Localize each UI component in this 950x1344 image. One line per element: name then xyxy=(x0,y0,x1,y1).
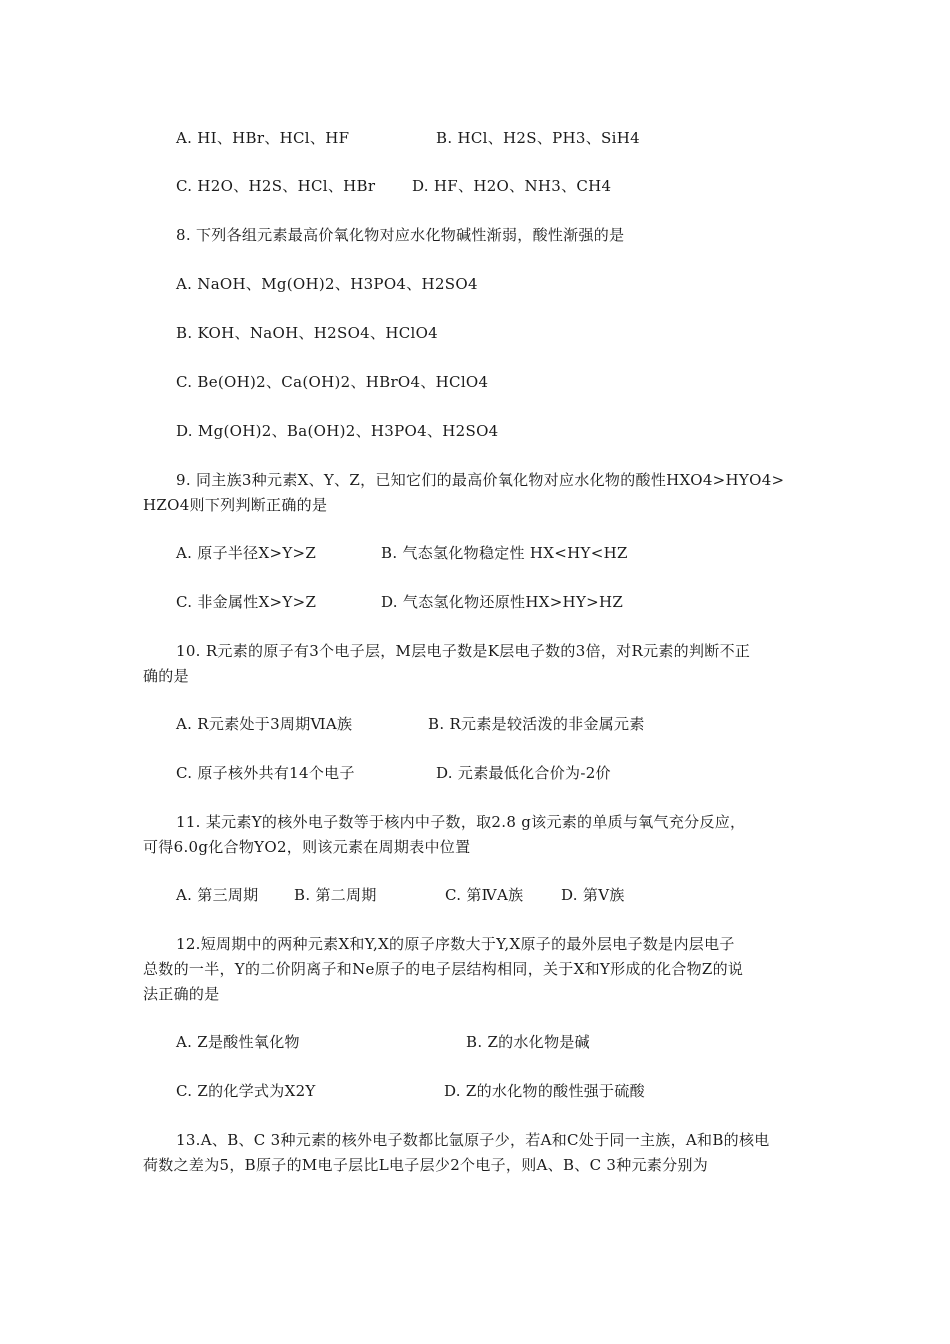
q8-option-d: D. Mg(OH)2、Ba(OH)2、H3PO4、H2SO4 xyxy=(176,422,499,440)
q10-option-b: B. R元素是较活泼的非金属元素 xyxy=(428,715,645,733)
q11-option-d: D. 第Ⅴ族 xyxy=(561,886,625,904)
q11-question-line2: 可得6.0g化合物YO2，则该元素在周期表中位置 xyxy=(143,838,471,856)
q9-option-a: A. 原子半径X>Y>Z xyxy=(176,544,317,562)
q10-option-c: C. 原子核外共有14个电子 xyxy=(176,764,355,782)
q10-question-line2: 确的是 xyxy=(143,667,189,685)
q9-question-line2: HZO4则下列判断正确的是 xyxy=(143,496,328,514)
q8-option-b: B. KOH、NaOH、H2SO4、HClO4 xyxy=(176,324,439,342)
q12-question-line3: 法正确的是 xyxy=(143,985,220,1003)
q8-option-c: C. Be(OH)2、Ca(OH)2、HBrO4、HClO4 xyxy=(176,373,489,391)
q13-question-line2: 荷数之差为5，B原子的M电子层比L电子层少2个电子，则A、B、C 3种元素分别为 xyxy=(143,1156,709,1174)
q9-option-d: D. 气态氢化物还原性HX>HY>HZ xyxy=(381,593,624,611)
q12-question-line1: 12.短周期中的两种元素X和Y,X的原子序数大于Y,X原子的最外层电子数是内层电子 xyxy=(176,935,735,953)
q8-option-a: A. NaOH、Mg(OH)2、H3PO4、H2SO4 xyxy=(176,275,478,293)
q11-option-a: A. 第三周期 xyxy=(176,886,259,904)
q8-question: 8. 下列各组元素最高价氧化物对应水化物碱性渐弱，酸性渐强的是 xyxy=(176,226,625,244)
q12-option-b: B. Z的水化物是碱 xyxy=(466,1033,590,1051)
q11-option-b: B. 第二周期 xyxy=(294,886,377,904)
q12-question-line2: 总数的一半，Y的二价阴离子和Ne原子的电子层结构相同，关于X和Y形成的化合物Z的说 xyxy=(143,960,744,978)
q7-option-d: D. HF、H2O、NH3、CH4 xyxy=(412,177,612,195)
q9-question-line1: 9. 同主族3种元素X、Y、Z，已知它们的最高价氧化物对应水化物的酸性HXO4>HYO4> xyxy=(176,471,785,489)
q10-question-line1: 10. R元素的原子有3个电子层，M层电子数是K层电子数的3倍，对R元素的判断不正 xyxy=(176,642,751,660)
q12-option-d: D. Z的水化物的酸性强于硫酸 xyxy=(444,1082,645,1100)
q7-option-b: B. HCl、H2S、PH3、SiH4 xyxy=(436,129,640,147)
q12-option-a: A. Z是酸性氧化物 xyxy=(176,1033,300,1051)
q11-option-c: C. 第ⅣA族 xyxy=(445,886,524,904)
q13-question-line1: 13.A、B、C 3种元素的核外电子数都比氩原子少，若A和C处于同一主族，A和B的核电 xyxy=(176,1131,770,1149)
q10-option-d: D. 元素最低化合价为-2价 xyxy=(436,764,611,782)
q7-option-c: C. H2O、H2S、HCl、HBr xyxy=(176,177,376,195)
q12-option-c: C. Z的化学式为X2Y xyxy=(176,1082,316,1100)
q9-option-b: B. 气态氢化物稳定性 HX<HY<HZ xyxy=(381,544,628,562)
q11-question-line1: 11. 某元素Y的核外电子数等于核内中子数，取2.8 g该元素的单质与氧气充分反应， xyxy=(176,813,746,831)
q7-option-a: A. HI、HBr、HCl、HF xyxy=(176,129,350,147)
q9-option-c: C. 非金属性X>Y>Z xyxy=(176,593,317,611)
q10-option-a: A. R元素处于3周期ⅥA族 xyxy=(176,715,353,733)
